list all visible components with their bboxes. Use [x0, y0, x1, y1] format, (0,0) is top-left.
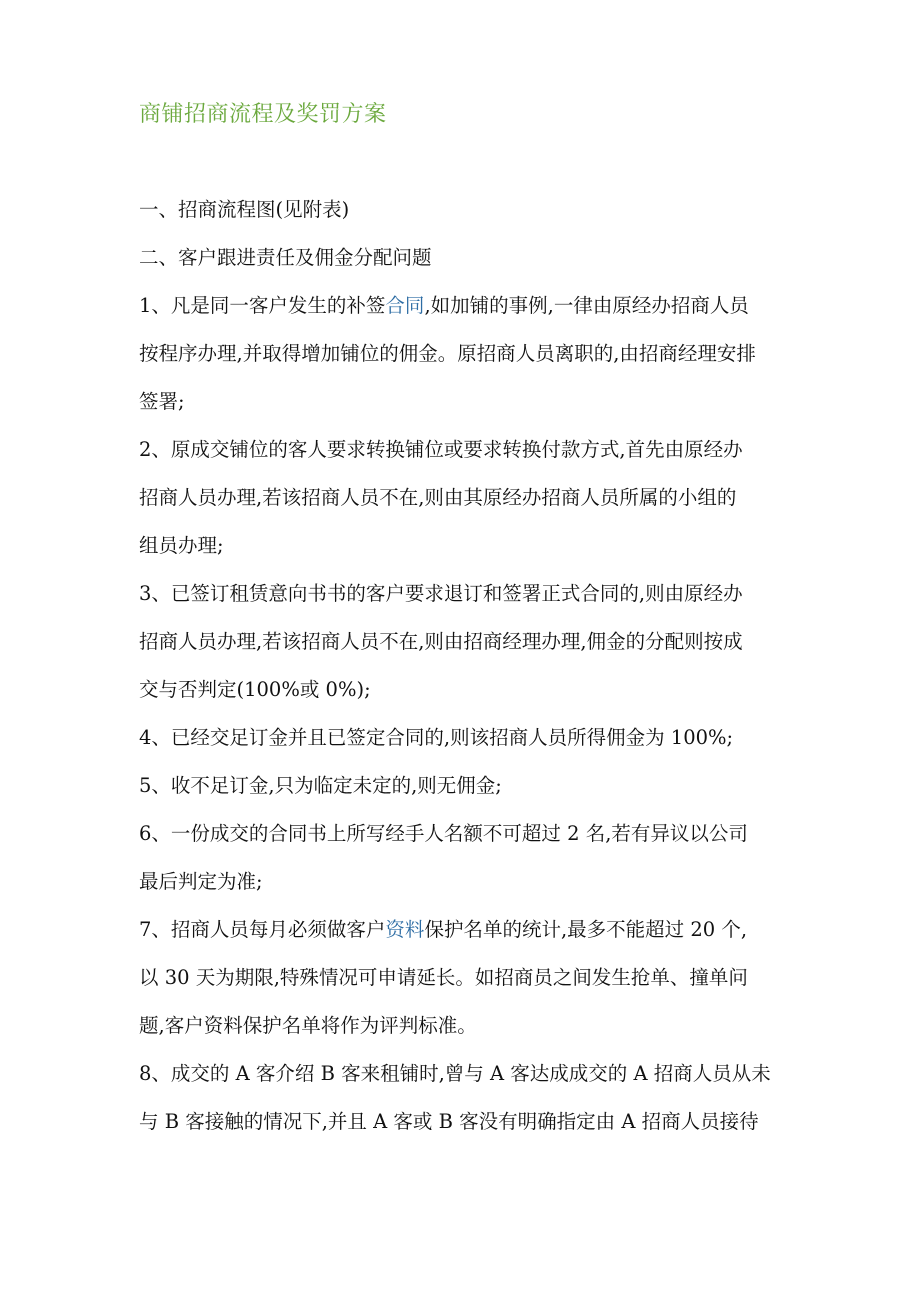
text-segment: 1、凡是同一客户发生的补签: [139, 294, 386, 317]
text-line: [139, 340, 779, 388]
text-segment: 签署;: [139, 390, 185, 413]
inline-link[interactable]: 合同: [385, 294, 425, 317]
text-segment: 按程序办理,并取得增加铺位的佣金。原招商人员离职的,由招商经理安排: [139, 342, 756, 365]
text-segment: 二、客户跟进责任及佣金分配问题: [139, 246, 432, 269]
text-segment: ,如加铺的事例,一律由原经办招商人员: [424, 294, 749, 317]
text-segment: 题,客户资料保护名单将作为评判标准。: [139, 1014, 477, 1037]
text-line: [139, 868, 779, 916]
text-segment: 最后判定为准;: [139, 870, 263, 893]
text-line: [139, 772, 779, 820]
document-body: [139, 196, 779, 1156]
text-segment: 6、一份成交的合同书上所写经手人名额不可超过 2 名,若有异议以公司: [139, 822, 748, 845]
text-line: [139, 628, 779, 676]
text-line: [139, 436, 779, 484]
text-line: [139, 244, 779, 292]
text-line: [139, 388, 779, 436]
text-segment: 一、招商流程图(见附表): [139, 198, 350, 221]
inline-link[interactable]: 资料: [385, 918, 425, 941]
text-segment: 4、已经交足订金并且已签定合同的,则该招商人员所得佣金为 100%;: [139, 726, 734, 749]
text-segment: 与 B 客接触的情况下,并且 A 客或 B 客没有明确指定由 A 招商人员接待: [139, 1110, 759, 1133]
text-line: [139, 964, 779, 1012]
document-title: 商铺招商流程及奖罚方案: [139, 102, 387, 127]
text-line: [139, 484, 779, 532]
text-line: [139, 1060, 779, 1108]
text-segment: 8、成交的 A 客介绍 B 客来租铺时,曾与 A 客达成成交的 A 招商人员从未: [139, 1062, 771, 1085]
text-line: [139, 1012, 779, 1060]
text-line: [139, 1108, 779, 1156]
text-segment: 以 30 天为期限,特殊情况可申请延长。如招商员之间发生抢单、撞单问: [139, 966, 748, 989]
text-segment: 交与否判定(100%或 0%);: [139, 678, 371, 701]
text-line: [139, 820, 779, 868]
text-segment: 组员办理;: [139, 534, 224, 557]
text-segment: 招商人员办理,若该招商人员不在,则由其原经办招商人员所属的小组的: [139, 486, 737, 509]
text-line: [139, 532, 779, 580]
text-line: [139, 292, 779, 340]
text-line: [139, 916, 779, 964]
text-line: [139, 196, 779, 244]
text-line: [139, 724, 779, 772]
text-segment: 5、收不足订金,只为临定未定的,则无佣金;: [139, 774, 502, 797]
text-segment: 招商人员办理,若该招商人员不在,则由招商经理办理,佣金的分配则按成: [139, 630, 743, 653]
text-segment: 2、原成交铺位的客人要求转换铺位或要求转换付款方式,首先由原经办: [139, 438, 743, 461]
text-segment: 保护名单的统计,最多不能超过 20 个,: [424, 918, 748, 941]
text-segment: 3、已签订租赁意向书书的客户要求退订和签署正式合同的,则由原经办: [139, 582, 743, 605]
text-line: [139, 580, 779, 628]
text-segment: 7、招商人员每月必须做客户: [139, 918, 386, 941]
text-line: [139, 676, 779, 724]
